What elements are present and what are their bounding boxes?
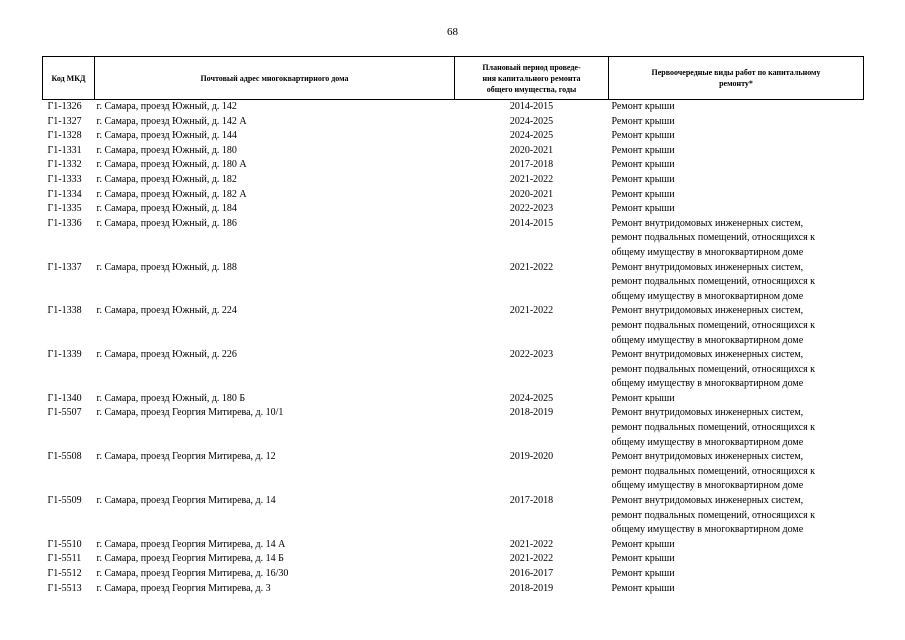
cell-address: г. Самара, проезд Георгия Митирева, д. 14 А — [96, 538, 286, 550]
header-works-line: Первоочередные виды работ по капитальному — [651, 68, 821, 77]
works-line: Ремонт крыши — [611, 130, 675, 142]
cell-code: Г1-1326 — [47, 101, 82, 112]
works-line: общему имуществу в многоквартирном доме — [611, 290, 804, 302]
cell-code: Г1-1337 — [47, 261, 82, 273]
cell-address: г. Самара, проезд Южный, д. 180 А — [96, 159, 247, 171]
cell-code: Г1-5509 — [47, 495, 82, 507]
cell-period: 2020-2021 — [509, 144, 554, 156]
cell-address: г. Самара, проезд Южный, д. 144 — [96, 130, 237, 142]
cell-code: Г1-5512 — [47, 568, 82, 579]
cell-code: Г1-5507 — [47, 407, 82, 419]
cell-works — [609, 348, 864, 392]
header-period — [455, 57, 609, 100]
works-line: общему имуществу в многоквартирном доме — [611, 334, 804, 346]
table-row — [43, 538, 864, 553]
table-row — [43, 217, 864, 261]
works-line: ремонт подвальных помещений, относящихся к — [611, 363, 816, 375]
table-row — [43, 406, 864, 450]
cell-address: г. Самара, проезд Георгия Митирева, д. 14 — [96, 495, 276, 507]
cell-address: г. Самара, проезд Георгия Митирева, д. 16/30 — [96, 568, 289, 579]
works-line: Ремонт внутридомовых инженерных систем, — [611, 407, 804, 419]
cell-period: 2024-2025 — [509, 392, 554, 404]
table-row — [43, 261, 864, 305]
works-line: Ремонт крыши — [611, 553, 675, 565]
cell-works — [609, 188, 864, 203]
cell-period: 2014-2015 — [509, 217, 554, 229]
cell-code: Г1-1336 — [47, 217, 82, 229]
works-line: Ремонт внутридомовых инженерных систем, — [611, 305, 804, 317]
cell-works — [609, 406, 864, 450]
works-line: ремонт подвальных помещений, относящихся к — [611, 319, 816, 331]
table-row — [43, 188, 864, 203]
works-line: Ремонт крыши — [611, 203, 675, 215]
cell-works — [609, 392, 864, 407]
cell-works — [609, 567, 864, 582]
cell-code: Г1-1328 — [47, 130, 82, 142]
cell-address: г. Самара, проезд Южный, д. 224 — [96, 305, 237, 317]
works-line: общему имуществу в многоквартирном доме — [611, 436, 804, 448]
works-line: общему имуществу в многоквартирном доме — [611, 480, 804, 492]
cell-code: Г1-1334 — [47, 188, 82, 200]
table-row — [43, 173, 864, 188]
works-line: Ремонт крыши — [611, 159, 675, 171]
cell-works — [609, 538, 864, 553]
works-line: Ремонт внутридомовых инженерных систем, — [611, 261, 804, 273]
page-number: 68 — [447, 26, 458, 38]
cell-address: г. Самара, проезд Южный, д. 186 — [96, 217, 237, 229]
cell-works — [609, 100, 864, 115]
cell-address: г. Самара, проезд Георгия Митирева, д. 12 — [96, 451, 276, 463]
cell-works — [609, 129, 864, 144]
cell-address: г. Самара, проезд Георгия Митирева, д. 14 Б — [96, 553, 284, 565]
cell-code: Г1-5508 — [47, 451, 82, 463]
table-row — [43, 392, 864, 407]
cell-period: 2022-2023 — [509, 349, 554, 361]
works-line: Ремонт крыши — [611, 582, 675, 594]
table-row — [43, 450, 864, 494]
header-period-line: Плановый период проведе- — [482, 62, 581, 72]
works-line: Ремонт внутридомовых инженерных систем, — [611, 217, 804, 229]
cell-code: Г1-5513 — [47, 582, 82, 594]
header-works-line: ремонту* — [719, 79, 753, 88]
table-row — [43, 100, 864, 115]
cell-period: 2021-2022 — [509, 305, 554, 317]
cell-code: Г1-1327 — [47, 115, 82, 127]
cell-address: г. Самара, проезд Южный, д. 142 А — [96, 115, 247, 127]
table-row — [43, 144, 864, 159]
cell-address: г. Самара, проезд Южный, д. 182 А — [96, 188, 247, 200]
works-line: Ремонт крыши — [611, 538, 675, 550]
table-row — [43, 552, 864, 567]
cell-address: г. Самара, проезд Южный, д. 182 — [96, 173, 237, 185]
cell-works — [609, 304, 864, 348]
table-body — [43, 100, 864, 597]
cell-period: 2014-2015 — [509, 101, 554, 112]
cell-works — [609, 261, 864, 305]
cell-works — [609, 202, 864, 217]
table-row — [43, 567, 864, 582]
cell-address: г. Самара, проезд Георгия Митирева, д. 10/1 — [96, 407, 284, 419]
cell-period: 2018-2019 — [509, 582, 554, 594]
works-line: общему имуществу в многоквартирном доме — [611, 524, 804, 536]
cell-works — [609, 173, 864, 188]
table-row — [43, 304, 864, 348]
cell-works — [609, 582, 864, 597]
table-row — [43, 348, 864, 392]
cell-code: Г1-1331 — [47, 144, 82, 156]
cell-period: 2017-2018 — [509, 159, 554, 171]
cell-works — [609, 115, 864, 130]
cell-period: 2017-2018 — [509, 495, 554, 507]
header-address: Почтовый адрес многоквартирного дома — [95, 57, 455, 100]
works-line: общему имуществу в многоквартирном доме — [611, 246, 804, 258]
cell-period: 2021-2022 — [509, 538, 554, 550]
cell-period: 2021-2022 — [509, 553, 554, 565]
cell-address: г. Самара, проезд Южный, д. 188 — [96, 261, 237, 273]
cell-code: Г1-1335 — [47, 203, 82, 215]
header-period-line: общего имущества, годы — [486, 84, 577, 94]
cell-code: Г1-1332 — [47, 159, 82, 171]
cell-address: г. Самара, проезд Георгия Митирева, д. 3 — [96, 582, 271, 594]
capital-repair-table-container — [42, 56, 863, 596]
cell-works — [609, 552, 864, 567]
cell-address: г. Самара, проезд Южный, д. 180 — [96, 144, 237, 156]
cell-period: 2020-2021 — [509, 188, 554, 200]
cell-code: Г1-1338 — [47, 305, 82, 317]
works-line: ремонт подвальных помещений, относящихся к — [611, 276, 816, 288]
table-row — [43, 202, 864, 217]
cell-period: 2019-2020 — [509, 451, 554, 463]
cell-period: 2021-2022 — [509, 173, 554, 185]
works-line: Ремонт крыши — [611, 568, 675, 579]
works-line: Ремонт крыши — [611, 115, 675, 127]
cell-works — [609, 158, 864, 173]
works-line: ремонт подвальных помещений, относящихся к — [611, 422, 816, 434]
cell-address: г. Самара, проезд Южный, д. 180 Б — [96, 392, 246, 404]
cell-code: Г1-1333 — [47, 173, 82, 185]
cell-period: 2021-2022 — [509, 261, 554, 273]
header-works — [609, 57, 864, 100]
cell-period: 2018-2019 — [509, 407, 554, 419]
cell-address: г. Самара, проезд Южный, д. 226 — [96, 349, 237, 361]
works-line: Ремонт крыши — [611, 392, 675, 404]
cell-period: 2016-2017 — [509, 568, 554, 579]
table-row — [43, 129, 864, 144]
works-line: Ремонт внутридомовых инженерных систем, — [611, 349, 804, 361]
cell-works — [609, 450, 864, 494]
table-row — [43, 582, 864, 597]
cell-address: г. Самара, проезд Южный, д. 142 — [96, 101, 237, 112]
cell-code: Г1-1339 — [47, 349, 82, 361]
works-line: Ремонт внутридомовых инженерных систем, — [611, 495, 804, 507]
header-code: Код МКД — [43, 57, 95, 100]
cell-works — [609, 144, 864, 159]
cell-code: Г1-5510 — [47, 538, 82, 550]
cell-code: Г1-1340 — [47, 392, 82, 404]
cell-address: г. Самара, проезд Южный, д. 184 — [96, 203, 237, 215]
cell-period: 2022-2023 — [509, 203, 554, 215]
cell-period: 2024-2025 — [509, 130, 554, 142]
works-line: Ремонт крыши — [611, 101, 675, 112]
table-header — [43, 57, 864, 100]
header-period-line: ния капитального ремонта — [482, 73, 581, 83]
works-line: ремонт подвальных помещений, относящихся к — [611, 465, 816, 477]
header-row — [43, 57, 864, 100]
table-row — [43, 115, 864, 130]
table-row — [43, 494, 864, 538]
works-line: Ремонт крыши — [611, 173, 675, 185]
cell-code: Г1-5511 — [47, 553, 82, 565]
works-line: ремонт подвальных помещений, относящихся к — [611, 509, 816, 521]
table-row — [43, 158, 864, 173]
cell-period: 2024-2025 — [509, 115, 554, 127]
works-line: Ремонт крыши — [611, 188, 675, 200]
works-line: Ремонт крыши — [611, 144, 675, 156]
cell-works — [609, 217, 864, 261]
works-line: Ремонт внутридомовых инженерных систем, — [611, 451, 804, 463]
works-line: общему имуществу в многоквартирном доме — [611, 378, 804, 390]
works-line: ремонт подвальных помещений, относящихся к — [611, 232, 816, 244]
capital-repair-table — [42, 56, 864, 596]
cell-works — [609, 494, 864, 538]
